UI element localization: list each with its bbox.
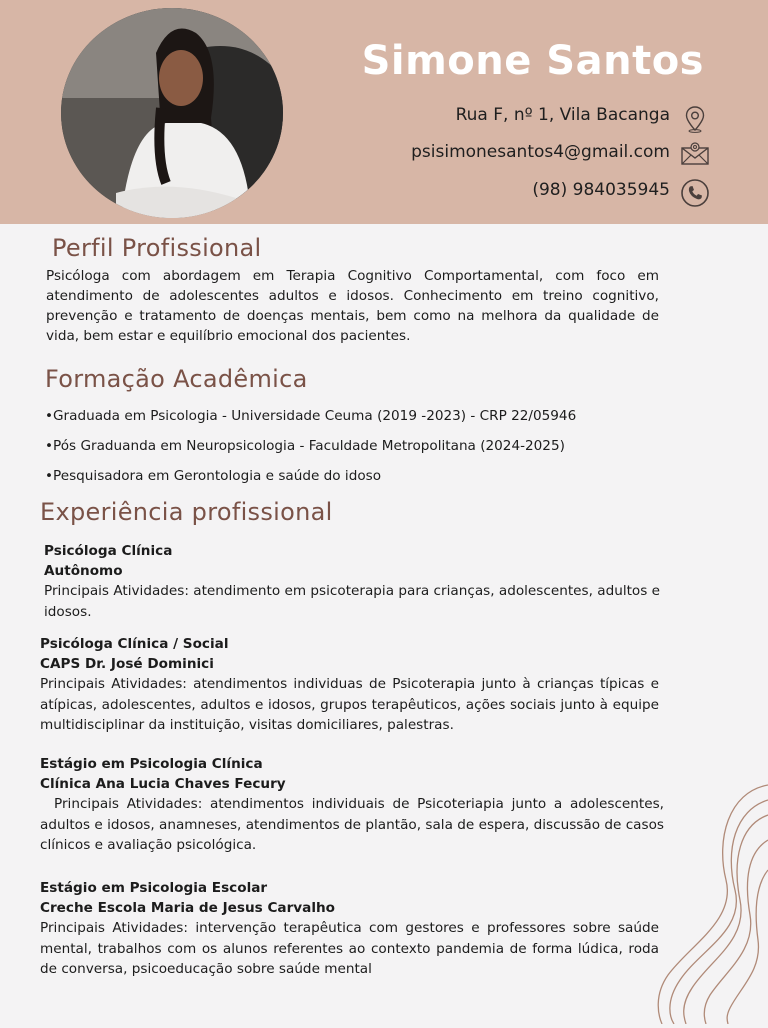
- job-description: Principais Atividades: atendimentos individuas de Psicoterapia junto à crianças típicas e atípicas, adolescentes, adultos e idosos, grupos terapêuticos, ações sociais junto à equipe multidisciplinar da instituição, visitas domiciliares, palestras.: [40, 676, 659, 733]
- section-title-perfil: Perfil Profissional: [52, 234, 262, 262]
- profile-photo: [61, 8, 283, 218]
- location-pin-icon: [680, 104, 710, 134]
- job-place: Clínica Ana Lucia Chaves Fecury: [40, 776, 286, 793]
- job-place: Creche Escola Maria de Jesus Carvalho: [40, 900, 336, 917]
- job-description: Principais Atividades: intervenção terapêutica com gestores e professores sobre saúde mental, trabalhos com os alunos referentes ao contexto pandemia de forma lúdica, roda de conversa, psicoeducação sobre saúde mental: [40, 920, 659, 977]
- email-text: psisimonesantos4@gmail.com: [411, 142, 670, 162]
- job-role: Estágio em Psicologia Clínica: [40, 756, 263, 772]
- section-title-experiencia: Experiência profissional: [40, 498, 333, 526]
- job-description: Principais Atividades: atendimento em psicoterapia para crianças, adolescentes, adultos e idosos.: [44, 583, 661, 620]
- job-entry: [40, 878, 659, 979]
- job-place: Autônomo: [44, 563, 123, 580]
- job-role: Psicóloga Clínica: [44, 543, 173, 559]
- section-title-formacao: Formação Acadêmica: [45, 365, 308, 393]
- person-name: Simone Santos: [361, 38, 704, 84]
- job-entry: [44, 541, 660, 622]
- mail-icon: [680, 140, 710, 170]
- formacao-item: •Graduada em Psicologia - Universidade Ceuma (2019 -2023) - CRP 22/05946: [45, 408, 577, 424]
- address-text: Rua F, nº 1, Vila Bacanga: [455, 105, 670, 125]
- job-description: Principais Atividades: atendimentos individuais de Psicoteriapia junto a adolescentes, adultos e idosos, anamneses, atendimentos de plantão, sala de espera, discussão de casos clínicos e avaliação psicológica.: [40, 796, 664, 853]
- formacao-item: •Pós Graduanda em Neuropsicologia - Faculdade Metropolitana (2024-2025): [45, 438, 565, 454]
- phone-text: (98) 984035945: [532, 180, 670, 200]
- perfil-text: Psicóloga com abordagem em Terapia Cognitivo Comportamental, com foco em atendimento de adolescentes adultos e idosos. Conhecimento em treino cognitivo, prevenção e tratamento de doenças mentais, bem como na melhora da qualidade de vida, bem estar e equilíbrio emocional dos pacientes.: [46, 268, 659, 344]
- header-banner: [0, 0, 768, 224]
- decorative-wave-lines: [640, 780, 768, 1024]
- job-entry: [40, 634, 659, 735]
- formacao-item: •Pesquisadora em Gerontologia e saúde do idoso: [45, 468, 382, 484]
- job-role: Psicóloga Clínica / Social: [40, 636, 229, 652]
- job-role: Estágio em Psicologia Escolar: [40, 880, 268, 896]
- phone-icon: [680, 178, 710, 208]
- job-entry: [40, 754, 664, 855]
- job-place: CAPS Dr. José Dominici: [40, 656, 214, 673]
